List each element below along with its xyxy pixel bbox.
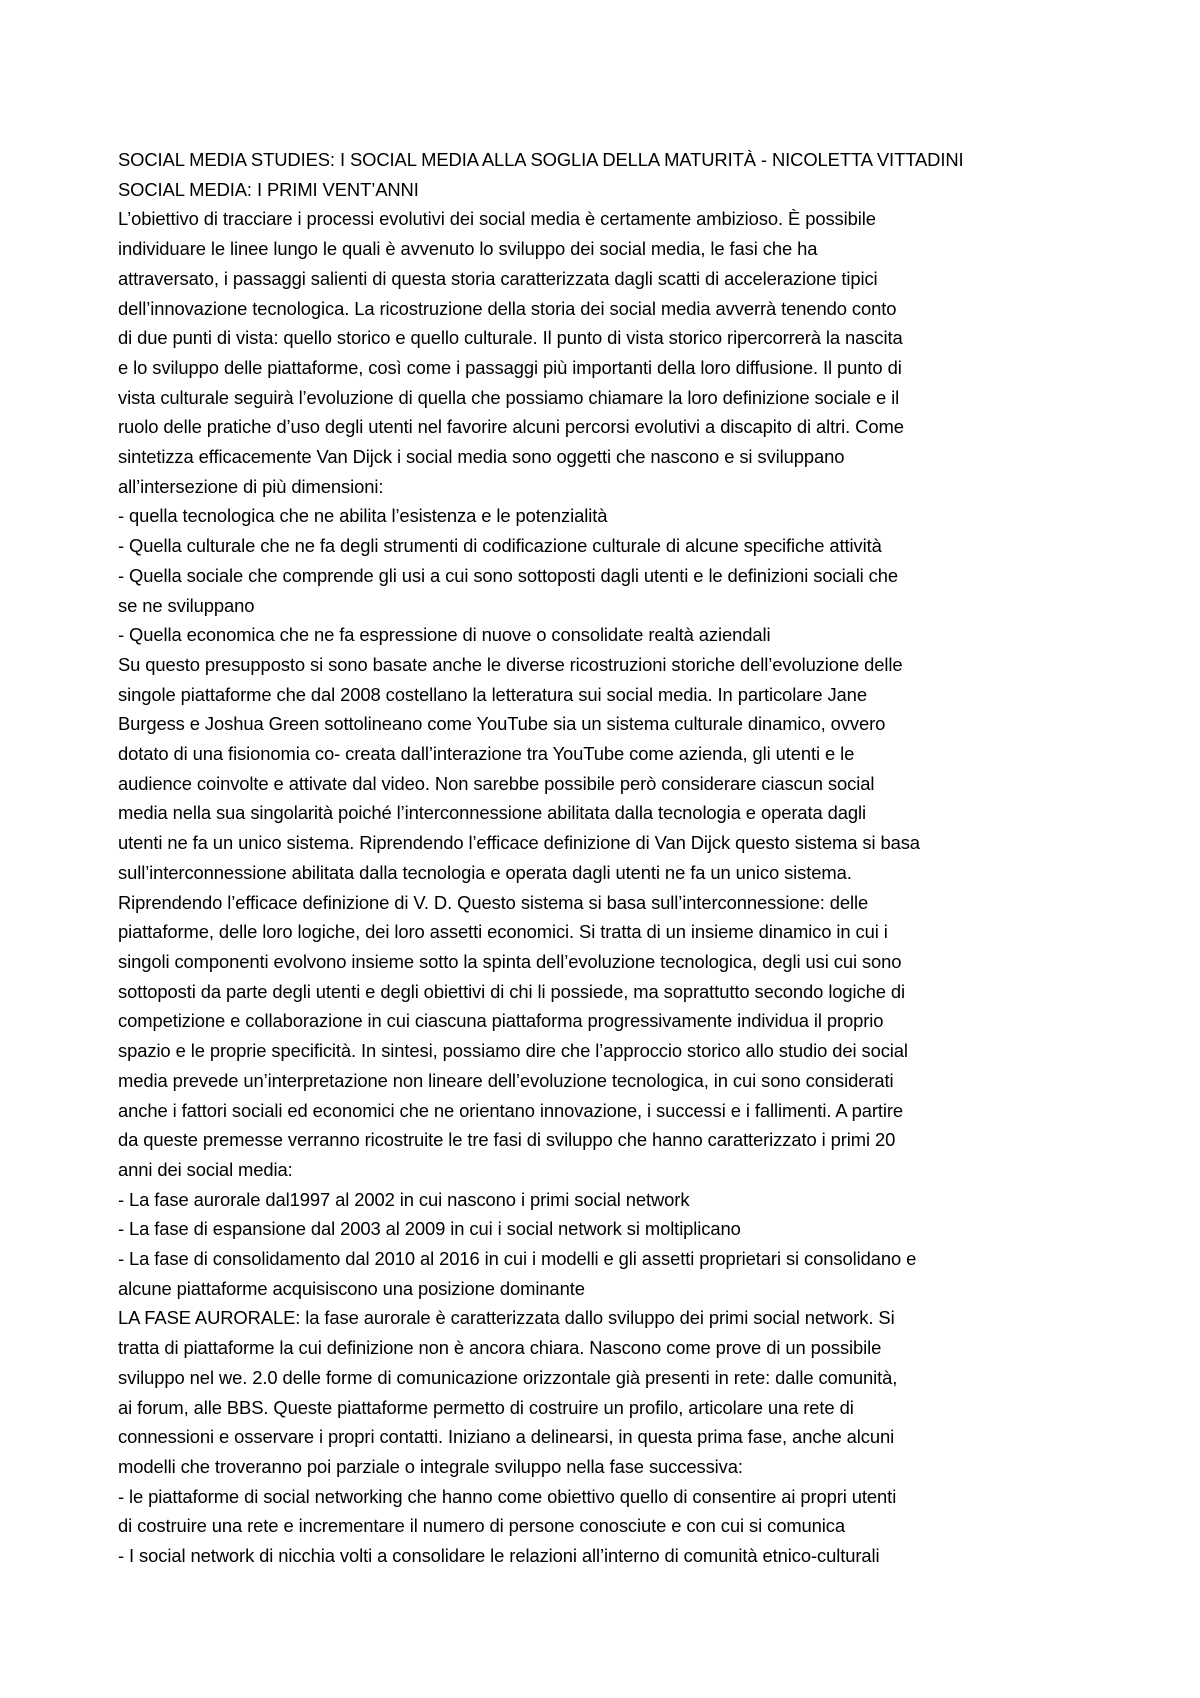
- text-line: spazio e le proprie specificità. In sintesi, possiamo dire che l’approccio storico allo studio dei social: [118, 1040, 908, 1062]
- text-line: singoli componenti evolvono insieme sotto la spinta dell’evoluzione tecnologica, degli usi cui sono: [118, 950, 902, 972]
- text-line: sottoposti da parte degli utenti e degli obiettivi di chi li possiede, ma soprattutto secondo logiche di: [118, 980, 906, 1002]
- text-line: anche i fattori sociali ed economici che ne orientano innovazione, i successi e i fallimenti. A partire: [118, 1099, 904, 1121]
- text-line: anni dei social media:: [118, 1158, 293, 1180]
- list-item: - La fase aurorale dal1997 al 2002 in cui nascono i primi social network: [118, 1188, 690, 1210]
- text-line: dotato di una fisionomia co- creata dall’interazione tra YouTube come azienda, gli utenti e le: [118, 743, 855, 765]
- text-line: Su questo presupposto si sono basate anche le diverse ricostruzioni storiche dell’evoluzione delle: [118, 653, 903, 675]
- text-line: ruolo delle pratiche d’uso degli utenti nel favorire alcuni percorsi evolutivi a discapito di altri. Come: [118, 416, 904, 438]
- text-line: di due punti di vista: quello storico e quello culturale. Il punto di vista storico ripercorrerà la nascita: [118, 327, 903, 349]
- text-line: Riprendendo l’efficace definizione di V. D. Questo sistema si basa sull’interconnessione: delle: [118, 891, 869, 913]
- text-line: vista culturale seguirà l’evoluzione di quella che possiamo chiamare la loro definizione sociale e il: [118, 386, 900, 408]
- text-line: individuare le linee lungo le quali è avvenuto lo sviluppo dei social media, le fasi che ha: [118, 238, 818, 260]
- text-line: all’intersezione di più dimensioni:: [118, 475, 384, 497]
- text-line: da queste premesse verranno ricostruite le tre fasi di sviluppo che hanno caratterizzato i primi 20: [118, 1129, 896, 1151]
- list-item: - Quella economica che ne fa espressione di nuove o consolidate realtà aziendali: [118, 624, 771, 646]
- text-line: utenti ne fa un unico sistema. Riprendendo l’efficace definizione di Van Dijck questo sistema si basa: [118, 832, 920, 854]
- text-line: alcune piattaforme acquisiscono una posizione dominante: [118, 1277, 585, 1299]
- text-line: di costruire una rete e incrementare il numero di persone conosciute e con cui si comunica: [118, 1515, 846, 1537]
- document-title: SOCIAL MEDIA STUDIES: I SOCIAL MEDIA ALLA SOGLIA DELLA MATURITÀ - NICOLETTA VITTADINI: [118, 149, 964, 170]
- text-line: Burgess e Joshua Green sottolineano come YouTube sia un sistema culturale dinamico, ovvero: [118, 713, 886, 735]
- text-line: competizione e collaborazione in cui ciascuna piattaforma progressivamente individua il proprio: [118, 1010, 884, 1032]
- list-item: - La fase di espansione dal 2003 al 2009 in cui i social network si moltiplicano: [118, 1218, 741, 1240]
- text-line: media prevede un’interpretazione non lineare dell’evoluzione tecnologica, in cui sono considerati: [118, 1069, 894, 1091]
- text-line: audience coinvolte e attivate dal video. Non sarebbe possibile però considerare ciascun social: [118, 772, 875, 794]
- text-line: sintetizza efficacemente Van Dijck i social media sono oggetti che nascono e si sviluppano: [118, 446, 845, 468]
- list-item: - I social network di nicchia volti a consolidare le relazioni all’interno di comunità etnico-culturali: [118, 1545, 880, 1567]
- text-line: sviluppo nel we. 2.0 delle forme di comunicazione orizzontale già presenti in rete: dalle comunità,: [118, 1366, 898, 1388]
- text-line: se ne sviluppano: [118, 594, 255, 616]
- text-line: L’obiettivo di tracciare i processi evolutivi dei social media è certamente ambizioso. È possibile: [118, 208, 876, 230]
- text-line: media nella sua singolarità poiché l’interconnessione abilitata dalla tecnologia e operata dagli: [118, 802, 866, 824]
- text-line: piattaforme, delle loro logiche, dei loro assetti economici. Si tratta di un insieme dinamico in cui i: [118, 921, 888, 943]
- list-item: - La fase di consolidamento dal 2010 al 2016 in cui i modelli e gli assetti proprietari si consolidano e: [118, 1248, 917, 1270]
- document-text: [118, 145, 1108, 1571]
- list-item: - Quella culturale che ne fa degli strumenti di codificazione culturale di alcune specifiche attività: [118, 535, 882, 557]
- text-line: singole piattaforme che dal 2008 costellano la letteratura sui social media. In particolare Jane: [118, 683, 867, 705]
- text-line: ai forum, alle BBS. Queste piattaforme permetto di costruire un profilo, articolare una rete di: [118, 1396, 854, 1418]
- section-heading: SOCIAL MEDIA: I PRIMI VENT’ANNI: [118, 178, 419, 200]
- section-heading-line: LA FASE AURORALE: la fase aurorale è caratterizzata dallo sviluppo dei primi social network. Si: [118, 1307, 895, 1329]
- text-line: sull’interconnessione abilitata dalla tecnologia e operata dagli utenti ne fa un unico sistema.: [118, 861, 852, 883]
- list-item: - Quella sociale che comprende gli usi a cui sono sottoposti dagli utenti e le definizioni sociali che: [118, 564, 899, 586]
- text-line: modelli che troveranno poi parziale o integrale sviluppo nella fase successiva:: [118, 1455, 743, 1477]
- list-item: - le piattaforme di social networking che hanno come obiettivo quello di consentire ai propri utenti: [118, 1485, 897, 1507]
- text-line: dell’innovazione tecnologica. La ricostruzione della storia dei social media avverrà tenendo conto: [118, 297, 897, 319]
- text-line: attraversato, i passaggi salienti di questa storia caratterizzata dagli scatti di accelerazione tipici: [118, 267, 878, 289]
- text-line: connessioni e osservare i propri contatti. Iniziano a delinearsi, in questa prima fase, anche alcuni: [118, 1426, 895, 1448]
- text-line: e lo sviluppo delle piattaforme, così come i passaggi più importanti della loro diffusione. Il punto di: [118, 356, 902, 378]
- text-line: tratta di piattaforme la cui definizione non è ancora chiara. Nascono come prove di un possibile: [118, 1337, 882, 1359]
- list-item: - quella tecnologica che ne abilita l’esistenza e le potenzialità: [118, 505, 608, 527]
